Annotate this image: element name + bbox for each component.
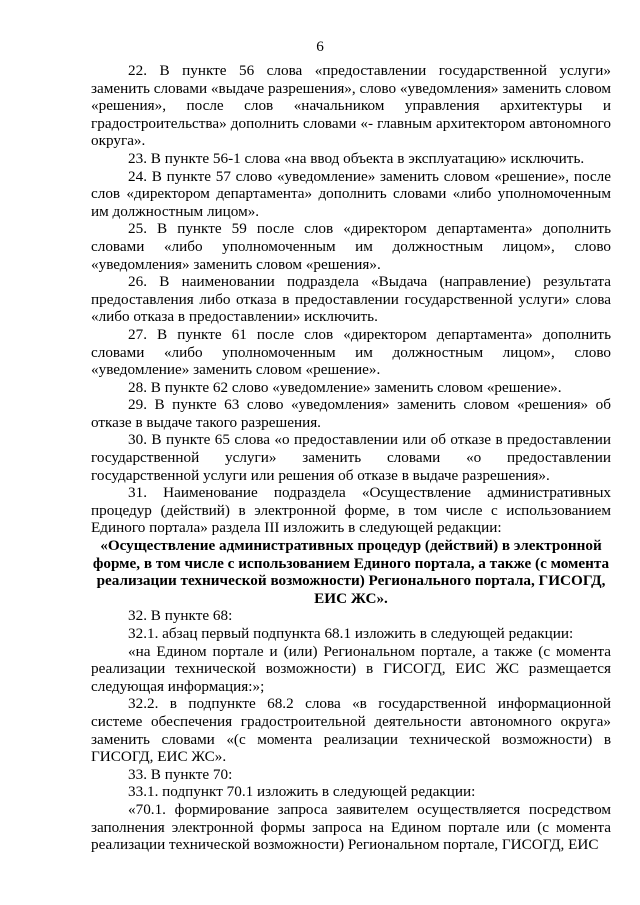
paragraph: 32. В пункте 68: [128,607,233,625]
paragraph: 31. Наименование подраздела «Осуществление административных процедур (действий) в электронной форме, в том числе с использованием Единого портала» раздела III изложить в следующей редакции: [91,484,611,537]
paragraph: 23. В пункте 56-1 слова «на ввод объекта в эксплуатацию» исключить. [128,149,585,167]
paragraph: 22. В пункте 56 слова «предоставлении государственной услуги» заменить словами «выдаче разрешения», слово «уведомления» заменить словом «решения», после слов «начальником управления архитектуры и градостроительства» дополнить словами «- главным архитектором автономного округа». [91,62,611,150]
paragraph: 28. В пункте 62 слово «уведомление» заменить словом «решение». [128,378,562,396]
paragraph: 32.1. абзац первый подпункта 68.1 изложить в следующей редакции: [128,625,574,642]
paragraph: 26. В наименовании подраздела «Выдача (направление) результата предоставления либо отказа в предоставлении государственной услуги» слова «либо отказа в предоставлении» исключить. [91,273,611,326]
document-body [91,62,611,854]
paragraph: «70.1. формирование запроса заявителем осуществляется посредством заполнения электронной формы запроса на Едином портале или (с момента реализации технической возможности) Региональном портале, ГИСОГД, ЕИС [91,800,611,854]
paragraph: 29. В пункте 63 слово «уведомления» заменить словом «решения» об отказе в выдаче такого разрешения. [91,396,611,431]
paragraph: 33.1. подпункт 70.1 изложить в следующей редакции: [128,783,476,801]
paragraph: 33. В пункте 70: [128,765,233,783]
paragraph: 32.2. в подпункте 68.2 слова «в государственной информационной системе обеспечения градостроительной деятельности автономного округа» заменить словами «(с момента реализации технической возможности) в ГИСОГД, ЕИС ЖС». [91,695,611,766]
paragraph: 27. В пункте 61 после слов «директором департамента» дополнить словами «либо уполномоченным им должностным лицом», слово «уведомление» заменить словом «решение». [91,325,611,379]
page-number: 6 [316,38,324,55]
paragraph: «на Едином портале и (или) Региональном портале, а также (с момента реализации технической возможности) в ГИСОГД, ЕИС ЖС размещается следующая информация:»; [91,642,611,695]
paragraph: 30. В пункте 65 слова «о предоставлении или об отказе в предоставлении государственной услуги» заменить словами «о предоставлении государственной услуги или решения об отказе в выдаче разрешения». [91,431,611,484]
section-heading: «Осуществление административных процедур (действий) в электронной форме, в том числе с использованием Единого портала, а также (с момента реализации технической возможности) Регионального портала, ГИСОГД, ЕИС ЖС». [92,537,610,607]
paragraph: 24. В пункте 57 слово «уведомление» заменить словом «решение», после слов «директором департамента» дополнить словами «либо уполномоченным им должностным лицом». [91,167,611,220]
paragraph: 25. В пункте 59 после слов «директором департамента» дополнить словами «либо уполномоченным им должностным лицом», слово «уведомления» заменить словом «решения». [91,220,611,273]
